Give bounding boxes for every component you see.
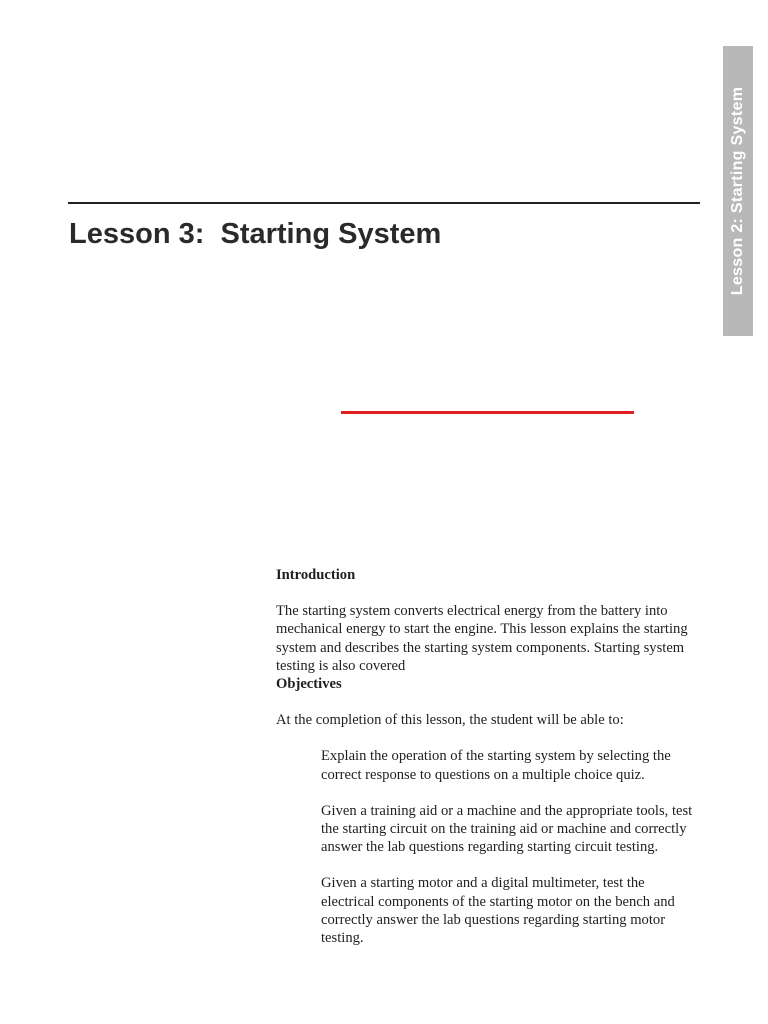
objectives-lead: At the completion of this lesson, the student will be able to: xyxy=(276,712,624,729)
objective-item: Given a starting motor and a digital multimeter, test the electrical components of the starting motor on the bench and correctly answer the lab questions regarding starting motor testing. xyxy=(321,875,675,947)
introduction-heading: Introduction xyxy=(276,567,356,583)
introduction-text: The starting system converts electrical energy from the battery into mechanical energy to start the engine. This lesson explains the starting system and describes the starting system components. Starting system testing is also covered xyxy=(276,603,688,674)
objectives-heading: Objectives xyxy=(276,676,342,693)
lesson-title: Lesson 3: Starting System xyxy=(69,218,442,250)
objective-item: Given a training aid or a machine and the appropriate tools, test the starting circuit on the training aid or machine and correctly answer the lab questions regarding starting circuit testing. xyxy=(321,802,693,856)
side-tab-label: Lesson 2: Starting System xyxy=(729,86,746,296)
title-rule xyxy=(68,202,700,204)
lesson-content xyxy=(276,566,716,947)
accent-rule xyxy=(341,411,634,414)
side-tab xyxy=(723,46,753,336)
objective-item: Explain the operation of the starting system by selecting the correct response to questions on a multiple choice quiz. xyxy=(321,748,671,783)
